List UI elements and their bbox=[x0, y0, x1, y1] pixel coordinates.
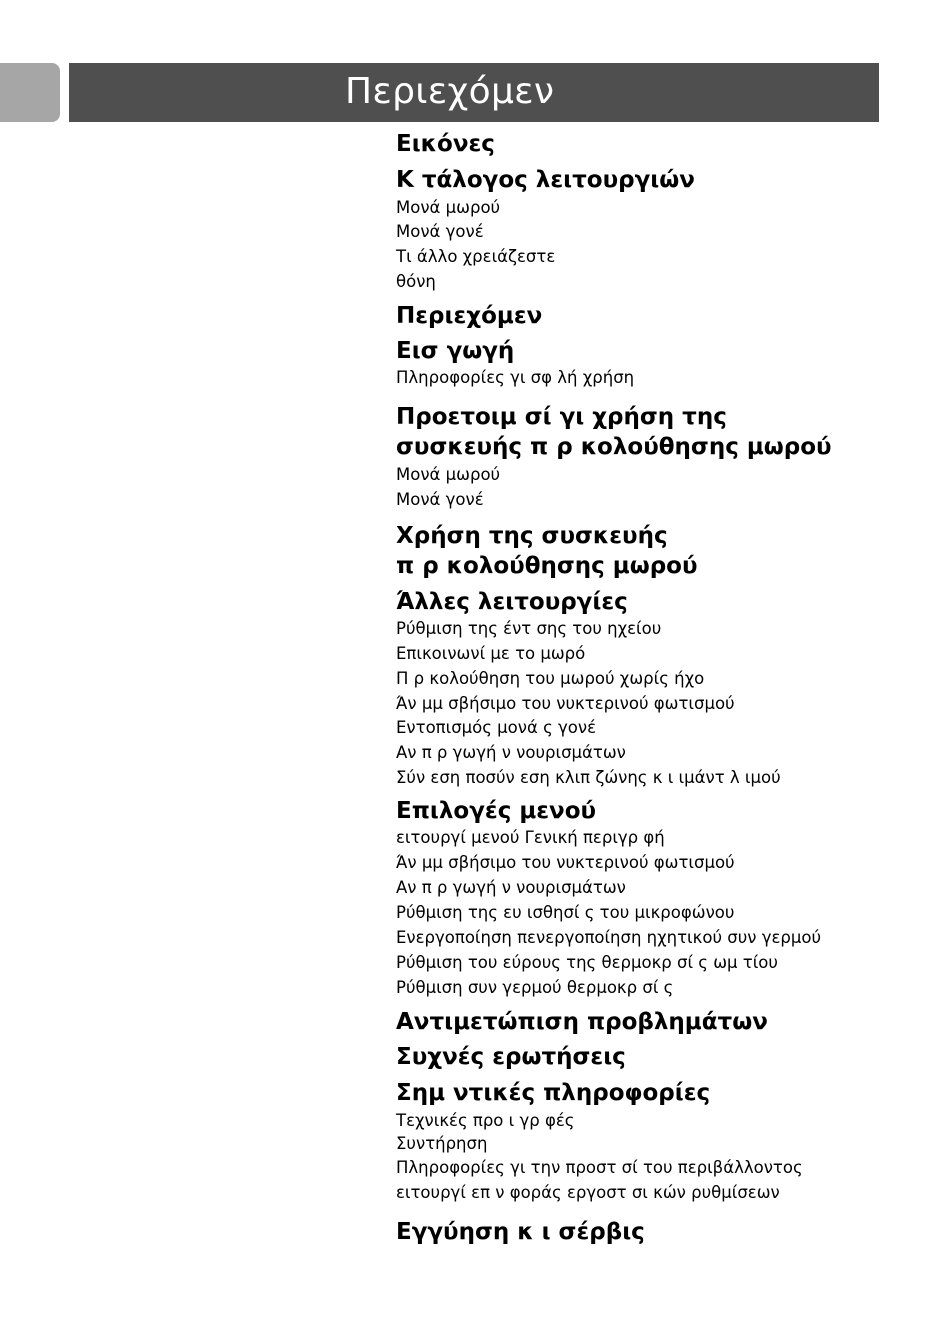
toc-section: Άλλες λειτουργίες bbox=[396, 589, 628, 615]
toc-subitem: Σύν εση ποσύν εση κλιπ ζώνης κ ι ιμάντ λ ιμού bbox=[396, 768, 781, 787]
toc-subitem: Αν π ρ γωγή ν νουρισμάτων bbox=[396, 743, 626, 762]
toc-section: Κ τάλογος λειτουργιών bbox=[396, 167, 695, 193]
toc-subitem: Ρύθμιση συν γερμού θερμοκρ σί ς bbox=[396, 978, 674, 997]
toc-section: Προετοιμ σί γι χρήση της bbox=[396, 404, 727, 430]
toc-section: π ρ κολούθησης μωρού bbox=[396, 553, 698, 579]
toc-section: Εγγύηση κ ι σέρβις bbox=[396, 1219, 645, 1245]
toc-subitem: ειτουργί επ ν φοράς εργοστ σι κών ρυθμίσεων bbox=[396, 1183, 780, 1202]
chapter-tab-marker bbox=[0, 63, 60, 122]
toc-section: Περιεχόμεν bbox=[396, 303, 543, 329]
page-title: Περιεχόμεν bbox=[345, 71, 555, 112]
toc-section: Επιλογές μενού bbox=[396, 798, 597, 824]
toc-section: Συχνές ερωτήσεις bbox=[396, 1044, 626, 1070]
toc-subitem: Επικοινωνί με το μωρό bbox=[396, 644, 586, 663]
toc-subitem: Ενεργοποίηση πενεργοποίηση ηχητικού συν γερμού bbox=[396, 928, 822, 947]
toc-section: Αντιμετώπιση προβλημάτων bbox=[396, 1009, 768, 1035]
toc-subitem: Άν μμ σβήσιμο του νυκτερινού φωτισμού bbox=[396, 694, 735, 713]
toc-subitem: Μονά μωρού bbox=[396, 465, 501, 484]
toc-subitem: Πληροφορίες γι την προστ σί του περιβάλλοντος bbox=[396, 1158, 803, 1177]
toc-subitem: θόνη bbox=[396, 272, 436, 291]
toc-section: Εισ γωγή bbox=[396, 338, 515, 364]
header-bar bbox=[69, 63, 879, 122]
toc-subitem: Μονά γονέ bbox=[396, 222, 484, 241]
toc-subitem: Ρύθμιση της έντ σης του ηχείου bbox=[396, 619, 662, 638]
toc-subitem: Π ρ κολούθηση του μωρού χωρίς ήχο bbox=[396, 669, 705, 688]
toc-subitem: Συντήρηση bbox=[396, 1134, 488, 1153]
toc-subitem: Πληροφορίες γι σφ λή χρήση bbox=[396, 368, 635, 387]
toc-subitem: ειτουργί μενού Γενική περιγρ φή bbox=[396, 828, 665, 847]
toc-subitem: Ρύθμιση του εύρους της θερμοκρ σί ς ωμ τίου bbox=[396, 953, 778, 972]
toc-subitem: Εντοπισμός μονά ς γονέ bbox=[396, 718, 597, 737]
toc-subitem: Ρύθμιση της ευ ισθησί ς του μικροφώνου bbox=[396, 903, 735, 922]
toc-subitem: Τι άλλο χρειάζεστε bbox=[396, 247, 556, 266]
toc-section: Χρήση της συσκευής bbox=[396, 523, 668, 549]
toc-section: Εικόνες bbox=[396, 131, 495, 157]
toc-subitem: Αν π ρ γωγή ν νουρισμάτων bbox=[396, 878, 626, 897]
toc-section: Σημ ντικές πληροφορίες bbox=[396, 1080, 711, 1106]
toc-subitem: Άν μμ σβήσιμο του νυκτερινού φωτισμού bbox=[396, 853, 735, 872]
toc-section: συσκευής π ρ κολούθησης μωρού bbox=[396, 434, 832, 460]
toc-subitem: Μονά μωρού bbox=[396, 198, 501, 217]
toc-subitem: Μονά γονέ bbox=[396, 490, 484, 509]
toc-subitem: Τεχνικές προ ι γρ φές bbox=[396, 1111, 575, 1130]
